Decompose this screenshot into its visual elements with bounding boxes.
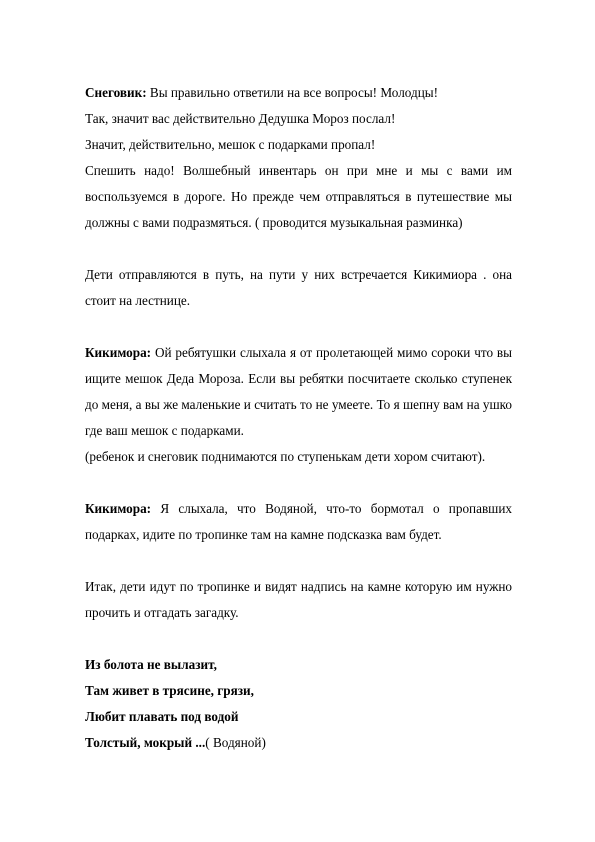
narration-journey: Дети отправляются в путь, на пути у них встречается Кикимиора . она стоит на лестнице. xyxy=(85,267,512,308)
riddle-text-4: Толстый, мокрый ... xyxy=(85,735,206,750)
riddle-answer: ( Водяной) xyxy=(205,735,266,750)
spacer xyxy=(85,236,512,262)
riddle-line-2 xyxy=(85,678,512,704)
snowman-line-1 xyxy=(85,80,512,106)
narration-stone: Итак, дети идут по тропинке и видят надпись на камне которую им нужно прочить и отгадать загадку. xyxy=(85,579,512,620)
speaker-snowman: Снеговик: xyxy=(85,85,147,100)
kikimora-text-2: Я слыхала, что Водяной, что-то бормотал о пропавших подарках, идите по тропинке там на камне подсказка вам будет. xyxy=(85,501,512,542)
riddle-line-4 xyxy=(85,730,512,756)
spacer xyxy=(85,314,512,340)
speaker-kikimora: Кикимора: xyxy=(85,501,152,516)
riddle-text-1: Из болота не вылазит, xyxy=(85,657,217,672)
spacer xyxy=(85,548,512,574)
kikimora-speech-1 xyxy=(85,340,512,444)
spacer xyxy=(85,470,512,496)
speaker-kikimora: Кикимора: xyxy=(85,345,152,360)
snowman-line-4: Спешить надо! Волшебный инвентарь он при мне и мы с вами им воспользуемся в дороге. Но прежде чем отправляться в путешествие мы должны с вами подразмяться. ( проводится музыкальная разминка) xyxy=(85,163,512,230)
snowman-speech-1: Вы правильно ответили на все вопросы! Молодцы! xyxy=(146,85,439,100)
snowman-line-3: Значит, действительно, мешок с подарками пропал! xyxy=(85,137,376,152)
riddle-line-3 xyxy=(85,704,512,730)
spacer xyxy=(85,626,512,652)
kikimora-speech-2 xyxy=(85,496,512,548)
kikimora-text-1: Ой ребятушки слыхала я от пролетающей мимо сороки что вы ищите мешок Деда Мороза. Если вы ребятки посчитаете сколько ступенек до меня, а вы же маленькие и считать то не умеете. То я шепну вам на ушко где ваш мешок с подарками. xyxy=(85,345,512,438)
riddle-line-1 xyxy=(85,652,512,678)
stage-direction-counting: (ребенок и снеговик поднимаются по ступенькам дети хором считают). xyxy=(85,449,486,464)
snowman-line-2: Так, значит вас действительно Дедушка Мороз послал! xyxy=(85,111,396,126)
document-body xyxy=(85,80,512,756)
riddle-text-3: Любит плавать под водой xyxy=(85,709,239,724)
riddle-text-2: Там живет в трясине, грязи, xyxy=(85,683,254,698)
